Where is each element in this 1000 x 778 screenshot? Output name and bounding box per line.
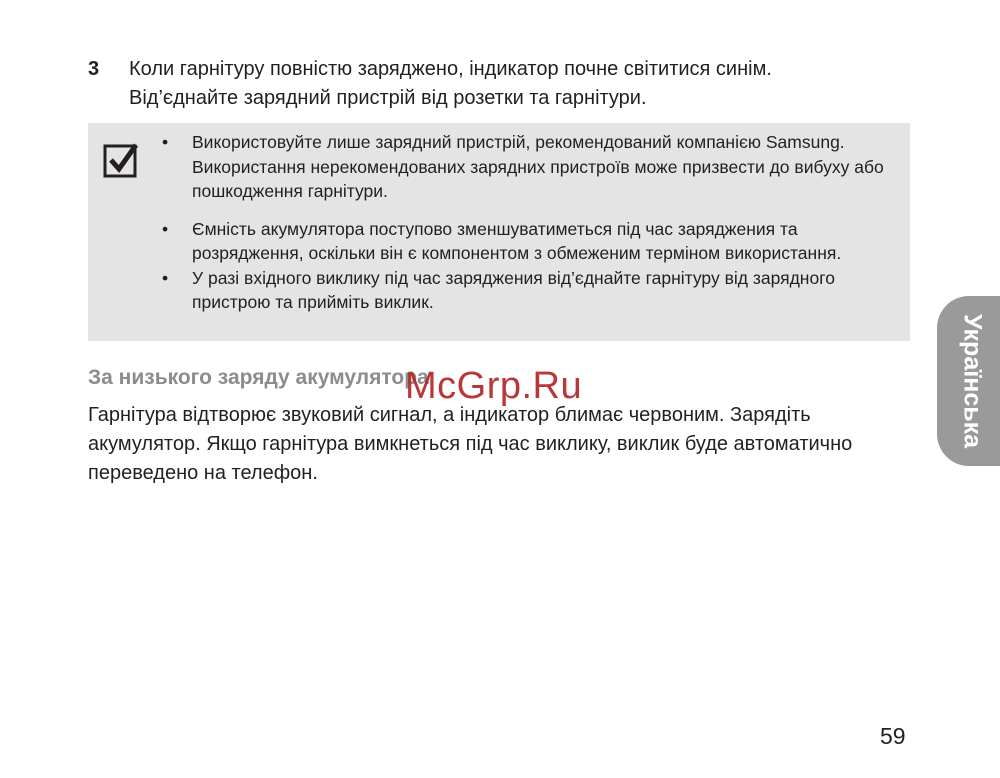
note-list (162, 130, 902, 315)
note-box (88, 123, 910, 341)
language-tab (937, 296, 1000, 466)
note-item: • Ємність акумулятора поступово зменшуватиметься під час заряджения та розрядження, оскільки він є компонентом з обмеженим терміном використання. (162, 217, 902, 266)
step-number: 3 (88, 58, 100, 80)
note-item: • Використовуйте лише зарядний пристрій, рекомендований компанією Samsung. Використання нерекомендованих зарядних пристроїв може призвести до вибуху або пошкодження гарнітури. (162, 130, 902, 204)
section-heading: За низького заряду акумулятора (88, 366, 429, 389)
checkbox-check-icon (102, 141, 140, 179)
page-number: 59 (880, 723, 906, 749)
language-tab-label: Українська (958, 313, 987, 449)
step-text-line-2: Від’єднайте зарядний пристрій від розетки та гарнітури. (129, 87, 647, 109)
note-item: • У разі вхідного виклику під час заряджения від’єднайте гарнітуру від зарядного пристрою та прийміть виклик. (162, 266, 902, 315)
watermark: McGrp.Ru (405, 365, 583, 407)
step-3 (88, 55, 908, 113)
section-body: Гарнітура відтворює звуковий сигнал, а індикатор блимає червоним. Зарядіть акумулятор. Якщо гарнітура вимкнеться під час виклику, виклик буде автоматично переведено на телефон. (88, 404, 853, 484)
step-text (129, 55, 908, 113)
step-text-line-1: Коли гарнітуру повністю заряджено, індикатор почне світитися синім. (129, 58, 772, 80)
